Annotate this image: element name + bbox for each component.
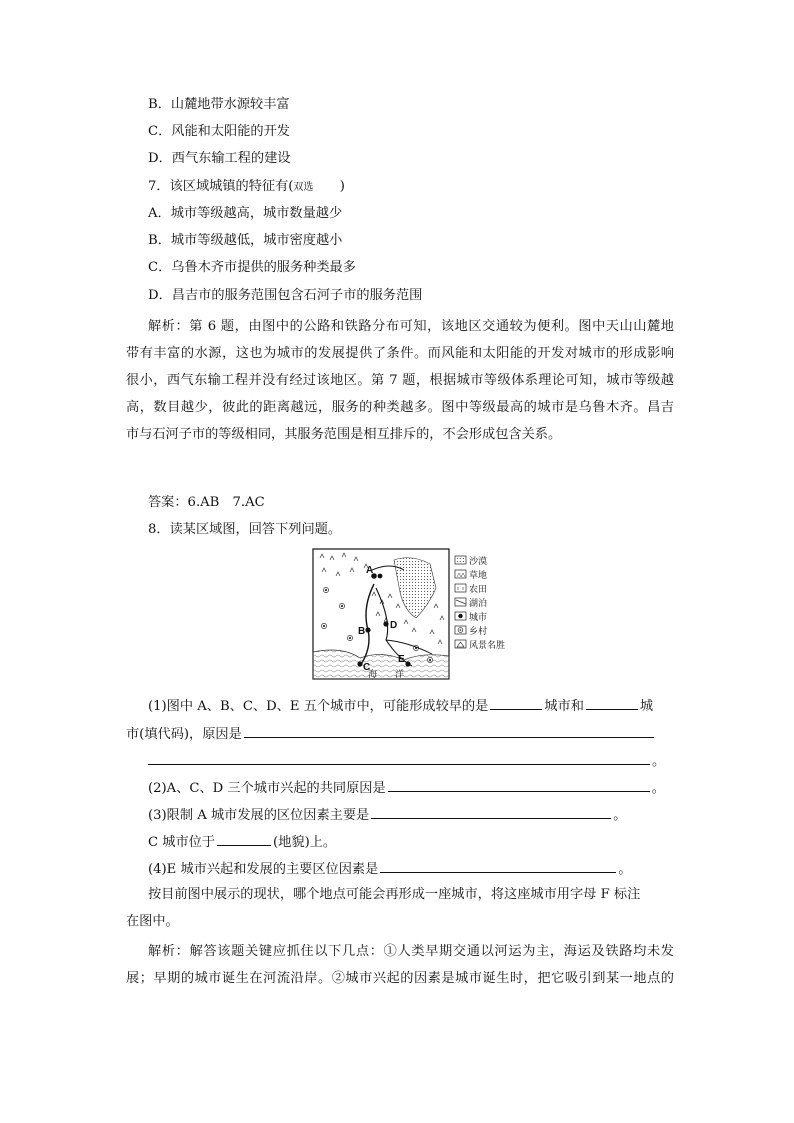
answer-blank[interactable]: [380, 859, 616, 873]
q8-sub3: (3)限制 A 城市发展的区位因素主要是 。: [148, 805, 626, 825]
map-label-e: E: [398, 654, 405, 665]
legend-city: 城市: [469, 613, 488, 623]
legend-desert: 沙漠: [469, 557, 488, 567]
analysis-2: 解析：解答该题关键应抓住以下几点：①人类早期交通以河运为主，海运及铁路均未发 展；早期的城市诞生在河流沿岸。②城市兴起的因素是城市诞生时，把它吸引到某一地点的: [126, 944, 674, 986]
answer-blank[interactable]: [388, 778, 650, 792]
legend-village: 乡村: [469, 627, 488, 637]
answer-blank[interactable]: [586, 696, 638, 710]
q8-stem: 8．读某区域图，回答下列问题。: [148, 522, 342, 537]
answer-blank[interactable]: [244, 724, 654, 738]
q8-sub1-line2: 市(填代码)，原因是: [126, 724, 656, 744]
q7-tag: 双选: [293, 182, 314, 193]
answer-blank[interactable]: [217, 832, 271, 846]
q7-option-c: C．乌鲁木齐市提供的服务种类最多: [148, 260, 356, 275]
map-sea-label: 海 洋: [368, 670, 405, 680]
q7-stem: 7．该区域城镇的特征有(双选 ): [148, 179, 345, 194]
q7-option-d: D．昌吉市的服务范围包含石河子市的服务范围: [148, 288, 423, 303]
legend-grass: 草地: [469, 571, 488, 581]
q8-sub1-line1: (1)图中 A、B、C、D、E 五个城市中，可能形成较早的是 城市和 城: [148, 696, 653, 716]
legend-farmland: 农田: [469, 585, 488, 595]
q7-option-a: A．城市等级越高，城市数量越少: [148, 206, 343, 221]
answer-blank[interactable]: [148, 751, 650, 765]
map-label-a: A: [366, 565, 374, 576]
map-label-c: C: [363, 662, 371, 673]
analysis-1: 解析：第 6 题，由图中的公路和铁路分布可知，该地区交通较为便利。图中天山山麓地 带有丰富的水源，这也为城市的发展提供了条件。而风能和太阳能的开发对城市的形成影响 很小，西气东输工程并没有经过该地区。第 7 题，根据城市等级体系理论可知，城市等级越 高，数目越少，彼此的距离越远，服务的种类越多。图中等级最高的城市是乌鲁木齐。昌吉 市与石河子市的等级相同，其服务范围是相互排斥的，不会形成包含关系。: [126, 319, 674, 442]
q6-option-b: B．山麓地带水源较丰富: [148, 97, 290, 112]
answer-line: 答案：6.AB 7.AC: [148, 495, 265, 510]
q6-option-d: D．西气东输工程的建设: [148, 151, 291, 166]
region-map-graphic: [312, 548, 524, 680]
answer-blank[interactable]: [490, 696, 542, 710]
q8-extra-line1: 按目前图中展示的现状，哪个地点可能会再形成一座城市，将这座城市用字母 F 标注: [148, 887, 641, 902]
q8-sub1-line3: 。: [148, 751, 665, 771]
q6-option-c: C．风能和太阳能的开发: [148, 124, 290, 139]
answer-blank[interactable]: [371, 805, 611, 819]
q8-sub4: (4)E 城市兴起和发展的主要区位因素是 。: [148, 859, 632, 879]
map-label-b: B: [358, 626, 366, 637]
map-label-d: D: [390, 620, 398, 631]
q8-sub3b: C 城市位于 (地貌)上。: [148, 832, 336, 852]
q8-sub2: (2)A、C、D 三个城市兴起的共同原因是 。: [148, 778, 665, 798]
legend-lake: 湖泊: [469, 599, 488, 609]
region-map: [312, 548, 524, 680]
q7-option-b: B．城市等级越低，城市密度越小: [148, 233, 343, 248]
q8-extra-line2: 在图中。: [126, 914, 179, 929]
legend-scenic: 风景名胜: [469, 641, 506, 651]
